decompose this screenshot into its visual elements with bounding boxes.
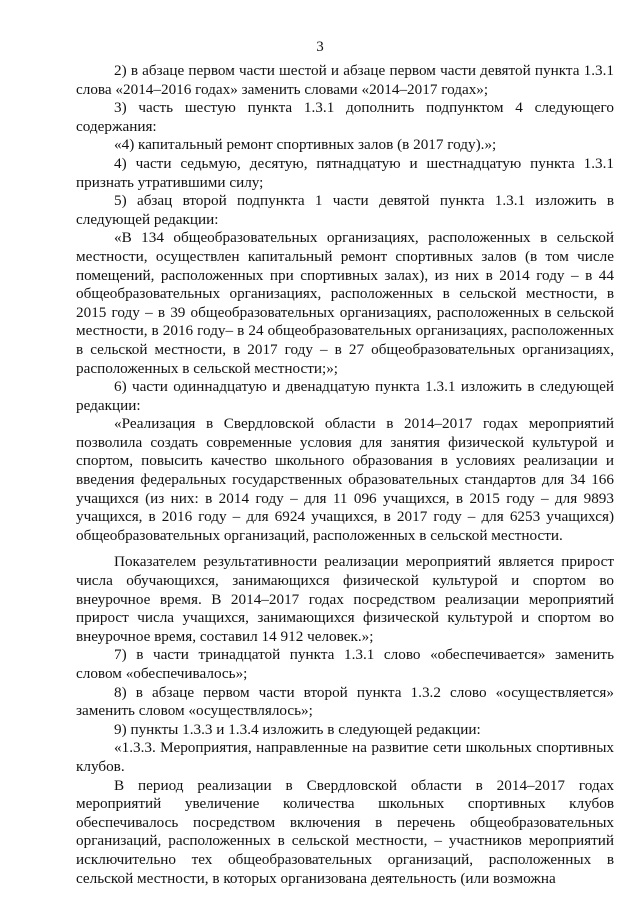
paragraph-quote-realization: «Реализация в Свердловской области в 2014–2017 годах мероприятий позволила создать современные условия для занятия физической культурой и спортом, повысить качество школьного образования в условиях реализации и введения федеральных государственных образовательных стандартов для 34 166 учащихся (из них: в 2014 году – для 11 096 учащихся, в 2015 году – для 9893 учащихся, в 2016 году – для 6924 учащихся, в 2017 году – для 6253 учащихся) общеобразовательных организаций, расположенных в сельской местности. (76, 415, 614, 544)
paragraph-item-9: 9) пункты 1.3.3 и 1.3.4 изложить в следующей редакции: (114, 720, 481, 738)
paragraph-item-7: 7) в части тринадцатой пункта 1.3.1 слово «обеспечивается» заменить словом «обеспечивалось»; (76, 646, 614, 682)
paragraph-item-4: 4) части седьмую, десятую, пятнадцатую и шестнадцатую пункта 1.3.1 признать утратившими силу; (76, 154, 614, 191)
paragraph-quote-134: «В 134 общеобразовательных организациях, расположенных в сельской местности, осуществлен капитальный ремонт спортивных залов (в том числе помещений, расположенных при спортивных залах), из них в 2014 году – в 44 общеобразовательных организациях, расположенных в сельской местности, в 2015 году – в 39 общеобразовательных организациях, расположенных в сельской местности, в 2016 году– в 24 общеобразовательных организациях, расположенных в сельской местности, в 2017 году – в 27 общеобразовательных организациях, расположенных в сельской местности;»; (76, 229, 614, 377)
paragraph-item-5: 5) абзац второй подпункта 1 части девятой пункта 1.3.1 изложить в следующей редакции: (76, 192, 614, 228)
paragraph-item-8: 8) в абзаце первом части второй пункта 1.3.2 слово «осуществляется» заменить словом «осуществлялось»; (76, 683, 614, 720)
document-body (76, 62, 614, 888)
paragraph-quote-1-3-3: «1.3.3. Мероприятия, направленные на развитие сети школьных спортивных клубов. (76, 739, 614, 775)
paragraph-item-6: 6) части одиннадцатую и двенадцатую пункта 1.3.1 изложить в следующей редакции: (76, 378, 614, 414)
paragraph-period: В период реализации в Свердловской области в 2014–2017 годах мероприятий увеличение количества школьных спортивных клубов обеспечивалось посредством включения в перечень общеобразовательных организаций, расположенных в сельской местности, – участников мероприятий исключительно тех общеобразовательных организаций, расположенных в сельской местности, в которых организована деятельность (или возможна (76, 776, 614, 887)
paragraph-item-2: 2) в абзаце первом части шестой и абзаце первом части девятой пункта 1.3.1 слова «2014–2016 годах» заменить словами «2014–2017 годах»; (76, 62, 614, 98)
paragraph-indicator: Показателем результативности реализации мероприятий является прирост числа обучающихся, занимающихся физической культурой и спортом во внеурочное время. В 2014–2017 годах посредством реализации мероприятий прирост числа учащихся, занимающихся физической культурой и спортом во внеурочное время, составил 14 912 человек.»; (76, 553, 614, 645)
paragraph-item-3: 3) часть шестую пункта 1.3.1 дополнить подпунктом 4 следующего содержания: (76, 99, 614, 135)
paragraph-quote-4: «4) капитальный ремонт спортивных залов (в 2017 году).»; (114, 136, 497, 154)
page-number: 3 (316, 39, 324, 55)
